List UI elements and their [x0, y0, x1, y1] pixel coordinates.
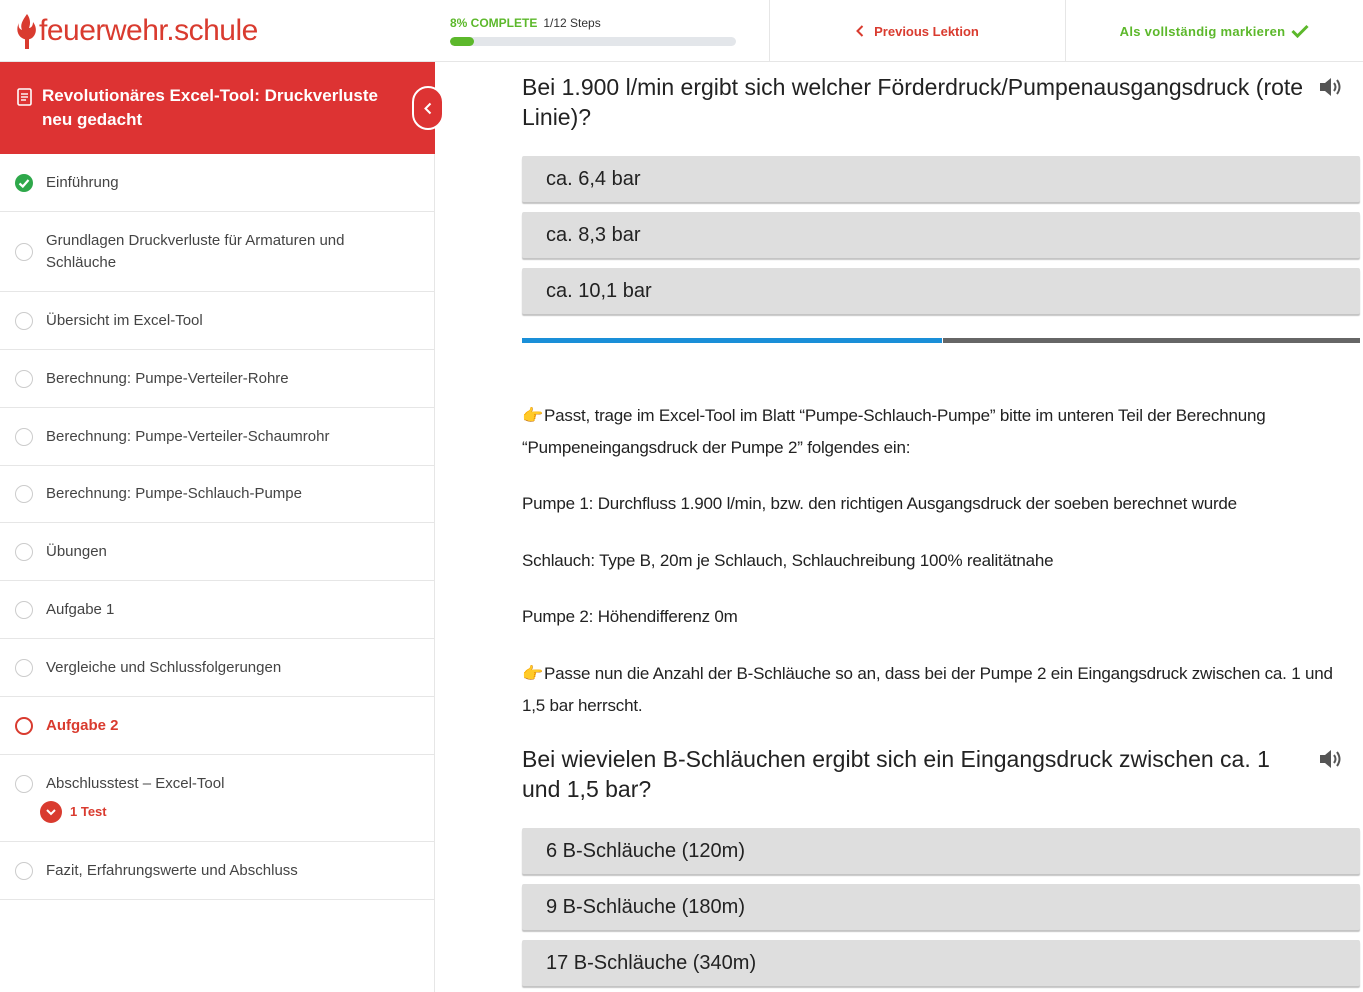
lesson-label: Aufgabe 2	[46, 716, 119, 734]
lesson-item[interactable]	[0, 408, 435, 466]
lesson-label: Übersicht im Excel-Tool	[46, 311, 203, 329]
incomplete-circle-icon	[15, 601, 33, 619]
answer-option[interactable]: ca. 8,3 bar	[522, 212, 1360, 258]
lesson-item[interactable]	[0, 755, 435, 842]
speaker-icon[interactable]	[1318, 748, 1344, 770]
chevron-left-icon	[424, 102, 432, 115]
answer-option[interactable]: ca. 10,1 bar	[522, 268, 1360, 314]
lesson-item[interactable]	[0, 212, 435, 292]
instruction-paragraph: 👉Passe nun die Anzahl der B-Schläuche so an, dass bei der Pumpe 2 ein Eingangsdruck zwischen ca. 1 und 1,5 bar herrscht.	[522, 658, 1342, 722]
chevron-down-icon	[40, 801, 62, 823]
lesson-item[interactable]	[0, 154, 435, 212]
top-header	[0, 0, 1363, 62]
checkmark-icon	[1291, 24, 1309, 38]
mark-complete-button[interactable]	[1066, 0, 1363, 62]
mark-complete-label: Als vollständig markieren	[1119, 23, 1286, 39]
course-sidebar	[0, 62, 435, 992]
lesson-item[interactable]	[0, 842, 435, 900]
quiz-count-label: 1 Test	[70, 804, 107, 819]
course-title[interactable]: Revolutionäres Excel-Tool: Druckverluste neu gedacht	[42, 86, 379, 129]
lesson-label: Fazit, Erfahrungswerte und Abschluss	[46, 861, 298, 879]
section-divider-progress	[522, 338, 942, 343]
incomplete-circle-icon	[15, 862, 33, 880]
flame-icon	[16, 12, 38, 50]
instruction-paragraph: Pumpe 1: Durchfluss 1.900 l/min, bzw. den richtigen Ausgangsdruck der soeben berechnet wurde	[522, 494, 1237, 513]
incomplete-circle-icon	[15, 312, 33, 330]
answer-option[interactable]: 17 B-Schläuche (340m)	[522, 940, 1360, 986]
lesson-label: Vergleiche und Schlussfolgerungen	[46, 658, 282, 676]
lesson-label: Berechnung: Pumpe-Verteiler-Schaumrohr	[46, 427, 330, 445]
incomplete-circle-icon	[15, 370, 33, 388]
question-title: Bei 1.900 l/min ergibt sich welcher Förderdruck/Pumpenausgangsdruck (rote Linie)?	[522, 74, 1304, 130]
question-title: Bei wievielen B-Schläuchen ergibt sich ein Eingangsdruck zwischen ca. 1 und 1,5 bar?	[522, 746, 1270, 802]
lesson-label: Grundlagen Druckverluste für Armaturen und Schläuche	[46, 231, 345, 271]
progress-percent: 8% COMPLETE	[450, 16, 538, 30]
lesson-label: Berechnung: Pumpe-Schlauch-Pumpe	[46, 485, 302, 502]
pointing-hand-icon: 👉	[522, 664, 543, 683]
chevron-left-icon	[856, 25, 864, 37]
lesson-quiz-toggle[interactable]	[40, 801, 107, 823]
instruction-paragraph: Pumpe 2: Höhendifferenz 0m	[522, 607, 738, 626]
lesson-label: Übungen	[46, 542, 107, 560]
answer-option[interactable]: ca. 6,4 bar	[522, 156, 1360, 202]
lesson-item[interactable]	[0, 523, 435, 581]
course-title-header	[0, 62, 435, 154]
lesson-item[interactable]	[0, 581, 435, 639]
lesson-list	[0, 154, 435, 900]
incomplete-circle-icon	[15, 243, 33, 261]
instruction-paragraph: Schlauch: Type B, 20m je Schlauch, Schlauchreibung 100% realitätnahe	[522, 551, 1054, 570]
lesson-item[interactable]	[0, 466, 435, 523]
lesson-item[interactable]	[0, 639, 435, 697]
instruction-paragraph: 👉Passt, trage im Excel-Tool im Blatt “Pumpe-Schlauch-Pumpe” bitte im unteren Teil der Berechnung “Pumpeneingangsdruck der Pumpe 2” folgendes ein:	[522, 400, 1342, 464]
lesson-item-active[interactable]	[0, 697, 435, 755]
lesson-content	[436, 62, 1363, 992]
incomplete-circle-icon	[15, 428, 33, 446]
answer-option[interactable]: 9 B-Schläuche (180m)	[522, 884, 1360, 930]
current-lesson-circle-icon	[15, 717, 33, 735]
lesson-item[interactable]	[0, 292, 435, 350]
progress-bar	[450, 37, 736, 46]
progress-steps: 1/12 Steps	[543, 16, 601, 30]
lesson-label: Einführung	[46, 173, 119, 191]
completed-check-icon	[15, 174, 33, 192]
incomplete-circle-icon	[15, 485, 33, 503]
previous-lesson-label: Previous Lektion	[874, 23, 979, 39]
incomplete-circle-icon	[15, 775, 33, 793]
incomplete-circle-icon	[15, 659, 33, 677]
progress-fill	[450, 37, 474, 46]
lesson-item[interactable]	[0, 350, 435, 408]
document-icon	[17, 88, 32, 106]
section-divider	[943, 338, 1360, 343]
site-logo[interactable]	[16, 10, 258, 52]
incomplete-circle-icon	[15, 543, 33, 561]
lesson-label: Abschlusstest – Excel-Tool	[46, 775, 225, 792]
pointing-hand-icon: 👉	[522, 406, 543, 425]
logo-text: feuerwehr.schule	[39, 14, 258, 47]
course-progress	[450, 16, 736, 46]
answer-option[interactable]: 6 B-Schläuche (120m)	[522, 828, 1360, 874]
lesson-label: Berechnung: Pumpe-Verteiler-Rohre	[46, 369, 289, 387]
lesson-label: Aufgabe 1	[46, 600, 115, 618]
previous-lesson-button[interactable]	[770, 0, 1065, 62]
speaker-icon[interactable]	[1318, 76, 1344, 98]
